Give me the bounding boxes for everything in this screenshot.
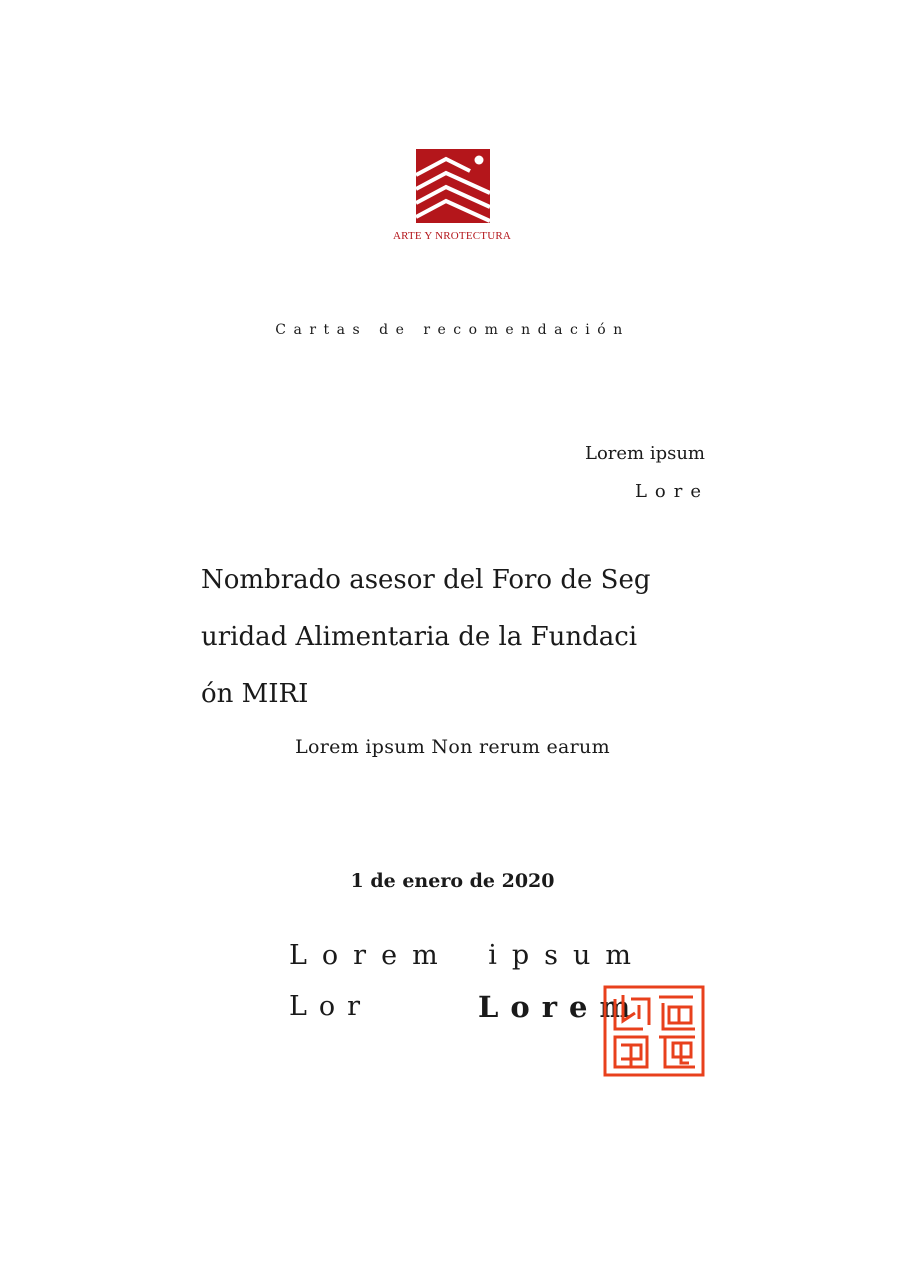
document-title: Cartas de recomendación (275, 322, 630, 338)
headline-line: ón MIRI (201, 679, 309, 709)
document-date: 1 de enero de 2020 (350, 870, 555, 892)
signature-line-2-left: Lor (289, 991, 373, 1022)
company-logo (416, 149, 490, 223)
signature-line-2-right: Lorem (478, 990, 643, 1024)
recipient-role: Lore (634, 481, 709, 502)
headline (201, 552, 721, 723)
recipient-name: Lorem ipsum (584, 443, 705, 464)
headline-line: uridad Alimentaria de la Fundaci (201, 622, 638, 652)
subline: Lorem ipsum Non rerum earum (295, 736, 610, 758)
signature-line-1: Lorem ipsum (289, 940, 647, 971)
seal-stamp-icon (603, 985, 705, 1077)
company-name: ARTE Y NROTECTURA (392, 230, 512, 242)
headline-line: Nombrado asesor del Foro de Seg (201, 565, 651, 595)
